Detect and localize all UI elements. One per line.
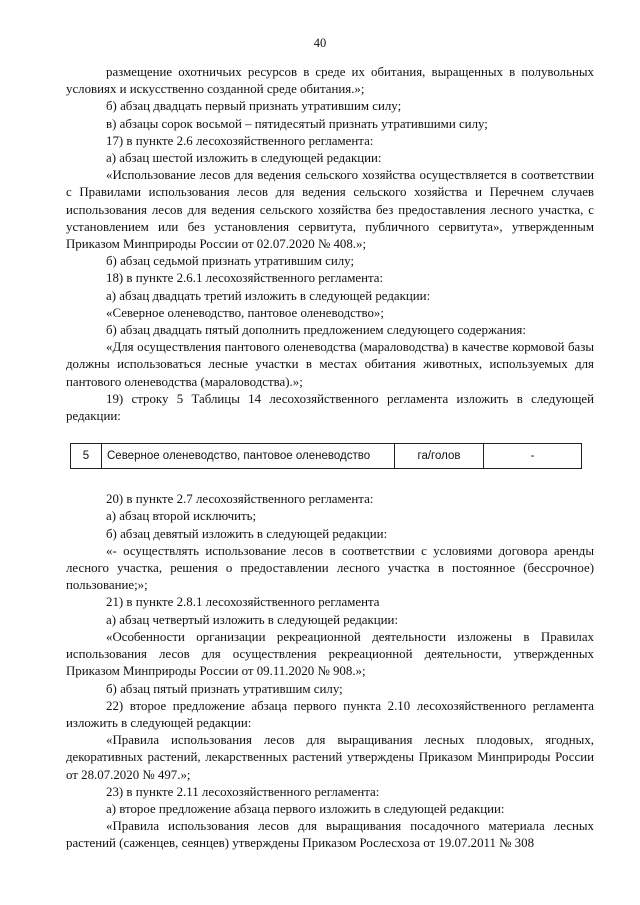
document-body [66, 64, 594, 853]
paragraph: 17) в пункте 2.6 лесохозяйственного регламента: [106, 133, 374, 148]
table-cell-number: 5 [71, 444, 102, 469]
paragraph: 21) в пункте 2.8.1 лесохозяйственного регламента [106, 595, 380, 610]
paragraph: 22) второе предложение абзаца первого пункта 2.10 лесохозяйственного регламента изложить в следующей редакции: [66, 698, 594, 730]
paragraph: а) второе предложение абзаца первого изложить в следующей редакции: [106, 801, 505, 816]
paragraph: «Правила использования лесов для выращивания посадочного материала лесных растений (саженцев, сеянцев) утверждены Приказом Рослесхоза от 19.07.2011 № 308 [66, 819, 594, 851]
paragraph: в) абзацы сорок восьмой – пятидесятый признать утратившими силу; [106, 116, 488, 131]
table-cell-name: Северное оленеводство, пантовое оленеводство [102, 444, 395, 469]
table-cell-unit: га/голов [395, 444, 484, 469]
paragraph: а) абзац второй исключить; [106, 509, 257, 524]
paragraph: 18) в пункте 2.6.1 лесохозяйственного регламента: [106, 271, 384, 286]
paragraph: размещение охотничьих ресурсов в среде их обитания, выращенных в полувольных условиях и искусственно созданной среде обитания.»; [66, 65, 594, 97]
paragraph: «- осуществлять использование лесов в соответствии с условиями договора аренды лесного участка, решения о предоставлении лесного участка в постоянное (бессрочное) пользование;»; [66, 543, 594, 593]
paragraph: б) абзац двадцать пятый дополнить предложением следующего содержания: [106, 323, 526, 338]
paragraph: «Северное оленеводство, пантовое оленеводство»; [106, 305, 384, 320]
paragraph: 19) строку 5 Таблицы 14 лесохозяйственного регламента изложить в следующей редакции: [66, 391, 594, 424]
paragraph: 20) в пункте 2.7 лесохозяйственного регламента: [106, 492, 374, 507]
paragraph: «Для осуществления пантового оленеводства (мараловодства) в качестве кормовой базы должны использоваться лесные участки в местах обитания животных, используемых для пантового оленеводства (мараловодства).»; [66, 340, 594, 389]
paragraph: б) абзац пятый признать утратившим силу; [106, 681, 343, 696]
paragraph: 23) в пункте 2.11 лесохозяйственного регламента: [106, 784, 380, 799]
table-cell-value: - [484, 444, 582, 469]
paragraph: а) абзац шестой изложить в следующей редакции: [106, 151, 382, 166]
paragraph: а) абзац двадцать третий изложить в следующей редакции: [106, 288, 431, 303]
regulation-table [70, 443, 582, 469]
paragraph: «Использование лесов для ведения сельского хозяйства осуществляется в соответствии с Правилами использования лесов для ведения сельского хозяйства и Перечнем случаев использования лесов для ведения сельского хозяйства без предоставления лесного участка, с установлением или без установления сервитута, публичного сервитута», утвержденным Приказом Минприроды России от 02.07.2020 № 408.»; [66, 168, 594, 252]
paragraph: «Правила использования лесов для выращивания лесных плодовых, ягодных, декоративных растений, лекарственных растений утверждены Приказом Минприроды России от 28.07.2020 № 497.»; [66, 733, 594, 782]
paragraph: а) абзац четвертый изложить в следующей редакции: [106, 612, 399, 627]
page-number: 40 [313, 36, 327, 50]
paragraph: б) абзац седьмой признать утратившим силу; [106, 254, 355, 269]
table-row [71, 444, 582, 469]
paragraph: б) абзац девятый изложить в следующей редакции: [106, 526, 388, 541]
paragraph: «Особенности организации рекреационной деятельности изложены в Правилах использования лесов для осуществления рекреационной деятельности, утвержденных Приказом Минприроды России от 09.11.2020 № 908.»; [66, 629, 594, 679]
paragraph: б) абзац двадцать первый признать утратившим силу; [106, 99, 402, 114]
